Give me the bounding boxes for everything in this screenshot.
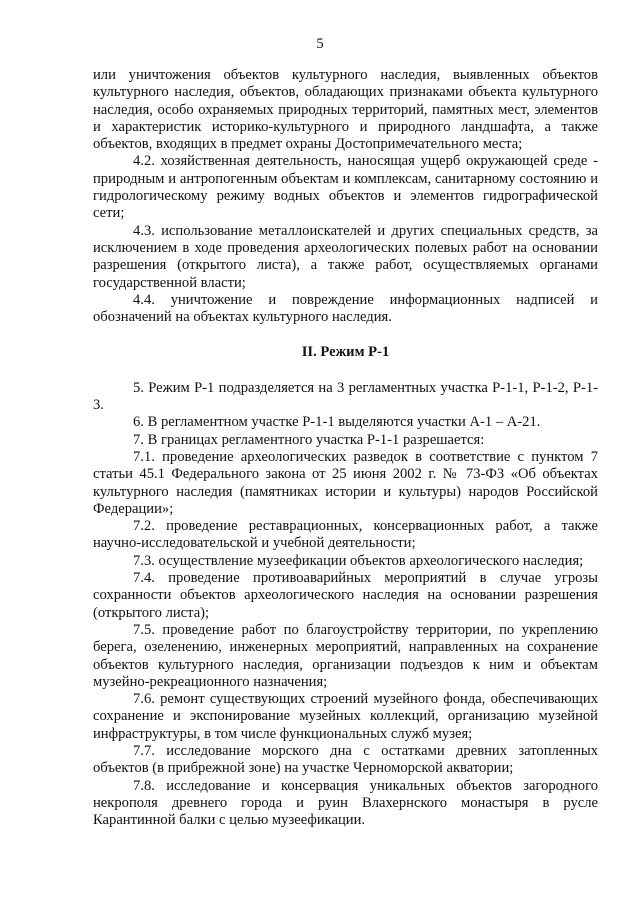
paragraph-continuation: или уничтожения объектов культурного наследия, выявленных объектов культурного наследия, объектов, обладающих признаками объекта культурного наследия, особо охраняемых природных территорий, памятных мест, элементов и характеристик историко-культурного и природного ландшафта, а также объектов, входящих в предмет охраны Достопримечательного места; [93, 67, 598, 153]
page-number: 5 [316, 36, 324, 52]
paragraph-7: 7. В границах регламентного участка Р-1-1 разрешается: [133, 431, 485, 448]
paragraph-7-1: 7.1. проведение археологических разведок в соответствие с пунктом 7 статьи 45.1 Федерального закона от 25 июня 2002 г. № 73-ФЗ «Об объектах культурного наследия (памятниках истории и культуры) народов Российской Федерации»; [93, 448, 598, 517]
paragraph-4-4: 4.4. уничтожение и повреждение информационных надписей и обозначений на объектах культурного наследия. [93, 291, 598, 326]
paragraph-7-2: 7.2. проведение реставрационных, консервационных работ, а также научно-исследовательской и учебной деятельности; [93, 518, 598, 552]
paragraph-4-2: 4.2. хозяйственная деятельность, наносящая ущерб окружающей среде - природным и антропогенным объектам и комплексам, санитарному состоянию и гидрологическому режиму водных объектов и элементов гидрографической сети; [93, 153, 598, 222]
paragraph-7-5: 7.5. проведение работ по благоустройству территории, по укреплению берега, озеленению, инженерных мероприятий, направленных на сохранение объектов культурного наследия, организации подъездов к ним и объектам музейно-рекреационного назначения; [93, 621, 598, 690]
paragraph-7-6: 7.6. ремонт существующих строений музейного фонда, обеспечивающих сохранение и экспонирование музейных коллекций, организацию музейной инфраструктуры, в том числе функциональных служб музея; [93, 691, 598, 742]
paragraph-7-3: 7.3. осуществление музеефикации объектов археологического наследия; [133, 552, 584, 569]
paragraph-4-3: 4.3. использование металлоискателей и других специальных средств, за исключением в ходе проведения археологических полевых работ на основании разрешения (открытого листа), а также работ, осуществляемых органами государственной власти; [93, 222, 598, 291]
paragraph-5: 5. Режим Р-1 подразделяется на 3 регламентных участка Р-1-1, Р-1-2, Р-1-3. [93, 379, 598, 414]
section-heading: II. Режим Р-1 [301, 344, 390, 361]
paragraph-7-7: 7.7. исследование морского дна с остатками древних затопленных объектов (в прибрежной зоне) на участке Черноморской акватории; [93, 742, 598, 777]
paragraph-6: 6. В регламентном участке Р-1-1 выделяются участки А-1 – А-21. [133, 414, 541, 431]
document-body [93, 67, 598, 829]
paragraph-7-4: 7.4. проведение противоаварийных мероприятий в случае угрозы сохранности объектов археологического наследия на основании разрешения (открытого листа); [93, 570, 598, 621]
paragraph-7-8: 7.8. исследование и консервация уникальных объектов загородного некрополя древнего города и руин Влахернского монастыря в русле Карантинной балки с целью музеефикации. [93, 777, 598, 829]
